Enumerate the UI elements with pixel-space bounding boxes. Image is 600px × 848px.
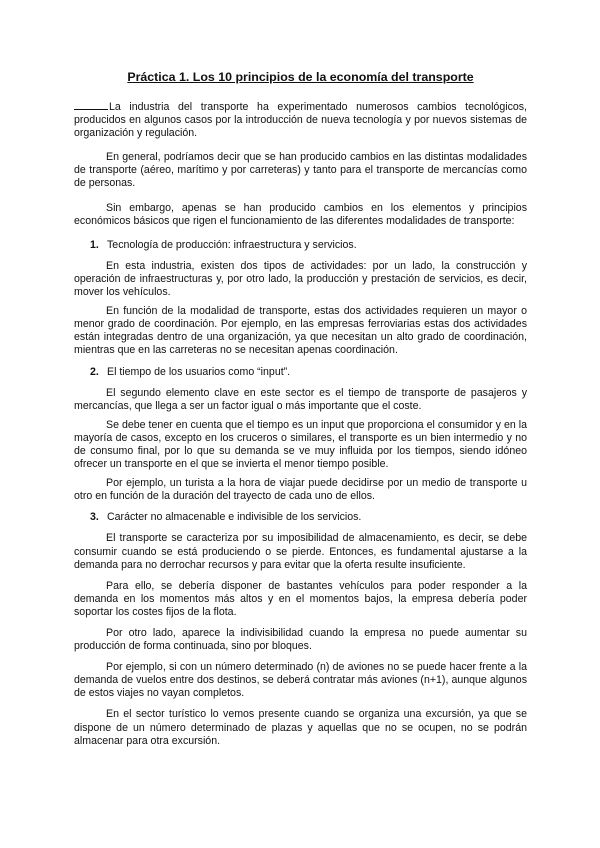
section-3-paragraph-1: El transporte se caracteriza por su imposibilidad de almacenamiento, es decir, se debe consumir cuando se está produciendo o se pierde. Entonces, es fundamental ajustarse a la demanda para no derrochar recursos y para evitar que la oferta resulte insuficiente. [74, 532, 527, 571]
intro-paragraph-1-text: La industria del transporte ha experimentado numerosos cambios tecnológicos, producidos en algunos casos por la introducción de nueva tecnología y por nuevos sistemas de organización y regulación. [74, 101, 527, 140]
section-number-3: 3. [90, 511, 99, 524]
section-number-1: 1. [90, 238, 99, 251]
section-heading-2 [74, 366, 527, 379]
section-1-paragraph-2: En función de la modalidad de transporte, estas dos actividades requieren un mayor o menor grado de coordinación. Por ejemplo, en las empresas ferroviarias estas dos actividades están integradas dentro de una organización, ya que necesitan un alto grado de coordinación, mientras que en las carreteras no se necesitan apenas coordinación. [74, 305, 527, 357]
intro-paragraph-1 [74, 100, 527, 140]
intro-paragraph-2: En general, podríamos decir que se han producido cambios en las distintas modalidades de transporte (aéreo, marítimo y por carreteras) y tanto para el transporte de mercancías como de personas. [74, 151, 527, 190]
blank-line [74, 100, 108, 110]
section-heading-1 [74, 239, 527, 252]
section-3-paragraph-2: Para ello, se debería disponer de bastantes vehículos para poder responder a la demanda en los momentos más altos y en el momentos bajos, la empresa debería poder soportar los costes fijos de la flota. [74, 579, 527, 618]
section-heading-1-text: Tecnología de producción: infraestructura y servicios. [107, 238, 357, 251]
document-title: Práctica 1. Los 10 principios de la economía del transporte [127, 70, 474, 84]
section-2-paragraph-2: Se debe tener en cuenta que el tiempo es un input que proporciona el consumidor y en la mayoría de casos, excepto en los cruceros o similares, el transporte es un bien intermedio y no de consumo final, por lo que su demanda se ve muy influida por los tiempos, siendo idóneo ofrecer un transporte en el que se invierta el menor tiempo posible. [74, 418, 527, 471]
section-2-paragraph-3: Por ejemplo, un turista a la hora de viajar puede decidirse por un medio de transporte u otro en función de la duración del trayecto de cada uno de ellos. [74, 477, 527, 503]
intro-paragraph-3: Sin embargo, apenas se han producido cambios en los elementos y principios económicos básicos que rigen el funcionamiento de las diferentes modalidades de transporte: [74, 201, 527, 227]
section-3-paragraph-5: En el sector turístico lo vemos presente cuando se organiza una excursión, ya que se dispone de un número determinado de plazas y aquellas que no se ocupen, no se podrán almacenar para otra excursión. [74, 708, 527, 747]
section-heading-3 [74, 511, 527, 524]
section-1-paragraph-1: En esta industria, existen dos tipos de actividades: por un lado, la construcción y operación de infraestructuras y, por otro lado, la producción y prestación de servicios, es decir, mover los vehículos. [74, 259, 527, 299]
section-2-paragraph-1: El segundo elemento clave en este sector es el tiempo de transporte de pasajeros y mercancías, que llega a ser un factor igual o más importante que el coste. [74, 386, 527, 412]
section-3-paragraph-3: Por otro lado, aparece la indivisibilidad cuando la empresa no puede aumentar su producción de forma continuada, sino por bloques. [74, 627, 527, 653]
section-3-paragraph-4: Por ejemplo, si con un número determinado (n) de aviones no se puede hacer frente a la demanda de vuelos entre dos destinos, se deberá contratar más aviones (n+1), aunque algunos de estos viajes no vayan completos. [74, 661, 527, 700]
section-heading-3-text: Carácter no almacenable e indivisible de los servicios. [107, 511, 362, 524]
section-heading-2-text: El tiempo de los usuarios como “input”. [107, 365, 291, 378]
section-number-2: 2. [90, 365, 99, 378]
